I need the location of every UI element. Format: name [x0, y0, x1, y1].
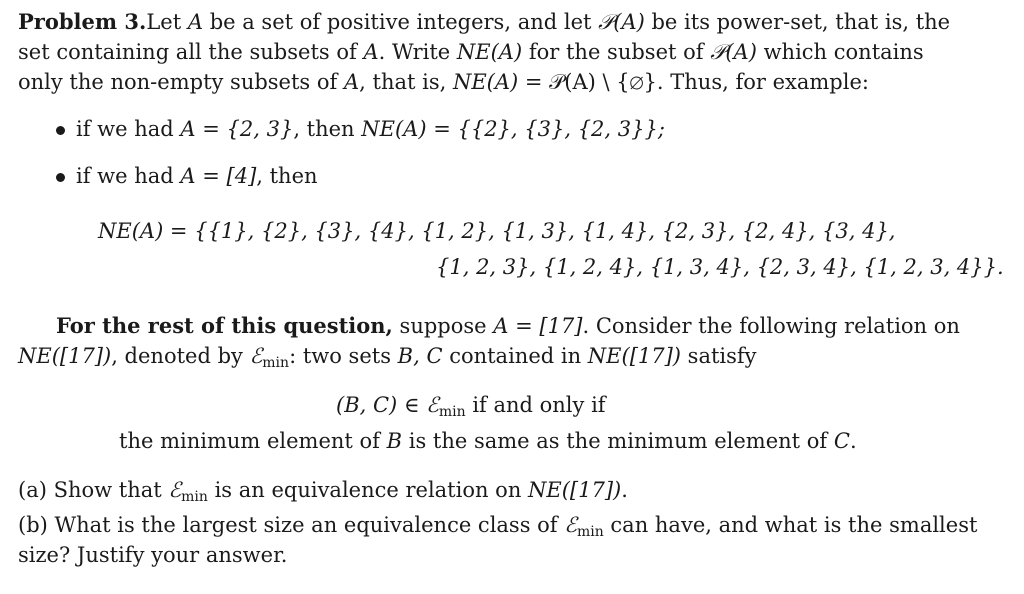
math-equation: A = [4] — [180, 164, 257, 188]
math-C: C — [833, 429, 850, 453]
bold-lead: For the rest of this question, — [56, 313, 393, 338]
math-B: B — [386, 429, 403, 453]
text: if we had — [76, 117, 181, 141]
text: is the same as the minimum element of — [402, 429, 834, 453]
math-equation: A = {2, 3} — [180, 117, 294, 141]
text: is an equivalence relation on — [207, 478, 529, 502]
example-2-equation-line-1: NE(A) = {{1}, {2}, {3}, {4}, {1, 2}, {1, 3}, {1, 4}, {2, 3}, {2, 4}, {3, 4}, — [98, 219, 896, 243]
math-power-set: 𝒫(A) — [710, 40, 757, 64]
intro-line-1 — [18, 9, 950, 35]
rest-line-1 — [56, 313, 960, 339]
math-NE-17: NE([17]) — [18, 344, 112, 368]
math-equation: = 𝒫(A) \ {∅} — [518, 70, 657, 94]
math-subscript: min — [262, 355, 290, 371]
problem-heading: Problem 3. — [18, 9, 147, 34]
math-BC: B, C — [397, 344, 443, 368]
text: . Consider the following relation on — [582, 314, 960, 338]
math-subscript: min — [576, 524, 604, 540]
math-E: ℰ — [249, 344, 263, 368]
part-a — [18, 477, 628, 503]
text: , denoted by — [111, 344, 250, 368]
text: . — [621, 478, 628, 502]
example-1 — [76, 116, 665, 142]
text: : two sets — [289, 344, 398, 368]
math-A: A — [187, 10, 204, 34]
math-relation: (B, C) ∈ — [336, 393, 427, 417]
text: the minimum element of — [119, 429, 387, 453]
text: suppose — [392, 314, 494, 338]
text: , then — [256, 164, 318, 188]
intro-line-3 — [18, 69, 869, 95]
example-2-equation-line-2: {1, 2, 3}, {1, 2, 4}, {1, 3, 4}, {2, 3, 4}, {1, 2, 3, 4}}. — [436, 255, 1004, 279]
math-equation: A = [17] — [493, 314, 583, 338]
text: Let — [146, 10, 188, 34]
math-A: A — [343, 70, 360, 94]
text: for the subset of — [522, 40, 711, 64]
math-A: A — [363, 40, 379, 64]
math-NE-A: NE(A) — [456, 40, 523, 64]
text: . Write — [378, 40, 457, 64]
math-equation: NE(A) = {{2}, {3}, {2, 3}}; — [361, 117, 665, 141]
intro-line-2 — [18, 39, 924, 65]
text: if and only if — [465, 393, 606, 417]
text: , then — [293, 117, 362, 141]
math-NE-A: NE(A) — [452, 70, 519, 94]
text: can have, and what is the smallest — [603, 513, 978, 537]
bullet-icon — [56, 173, 65, 182]
math-subscript: min — [181, 489, 208, 505]
text: contained in — [442, 344, 588, 368]
math-power-set: 𝒫(A) — [598, 10, 645, 34]
math-NE-17: NE([17]) — [587, 344, 681, 368]
math-E: ℰ — [426, 393, 439, 417]
bullet-icon — [56, 126, 65, 135]
example-2 — [76, 163, 318, 189]
math-NE-17: NE([17]) — [528, 478, 622, 502]
math-E: ℰ — [564, 513, 577, 537]
text: be its power-set, that is, the — [644, 10, 951, 34]
text: only the non-empty subsets of — [18, 70, 344, 94]
text: satisfy — [681, 344, 757, 368]
text: set containing all the subsets of — [18, 40, 364, 64]
text: . Thus, for example: — [656, 70, 869, 94]
text: which contains — [756, 40, 924, 64]
relation-line — [336, 392, 606, 418]
math-E: ℰ — [168, 478, 182, 502]
text: . — [849, 429, 857, 453]
part-b-line-1 — [18, 512, 977, 538]
rest-line-2 — [18, 343, 757, 369]
text: be a set of positive integers, and let — [203, 10, 599, 34]
math-subscript: min — [438, 404, 466, 420]
text: (b) What is the largest size an equivalence class of — [18, 513, 565, 537]
text: if we had — [76, 164, 181, 188]
part-b-line-2: size? Justify your answer. — [18, 543, 288, 567]
text: (a) Show that — [18, 478, 169, 502]
text: , that is, — [359, 70, 453, 94]
condition-line — [119, 428, 857, 454]
